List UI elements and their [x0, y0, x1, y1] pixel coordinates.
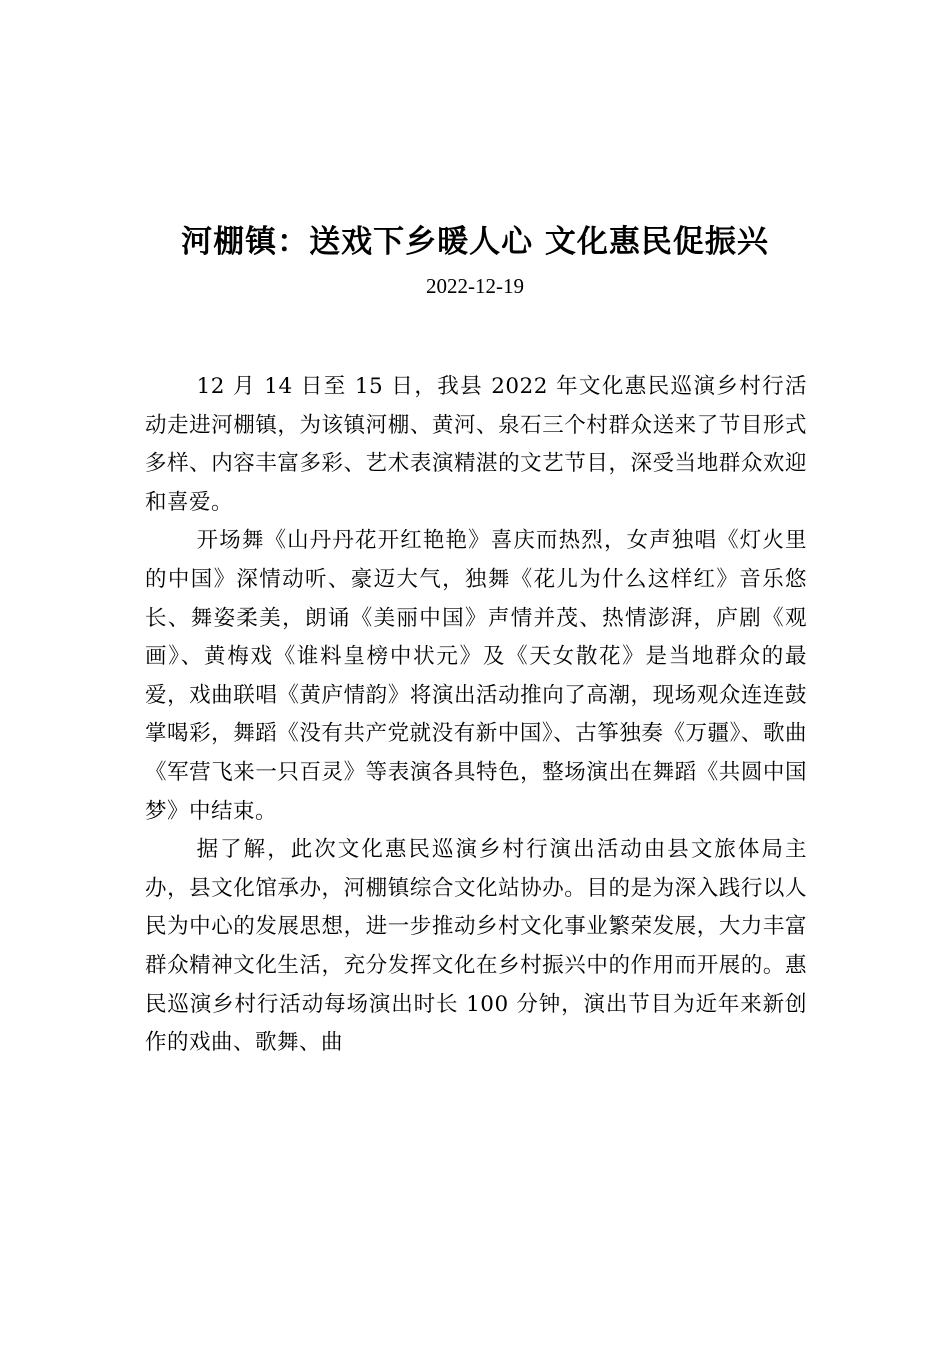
article-paragraph: 12 月 14 日至 15 日，我县 2022 年文化惠民巡演乡村行活动走进河棚镇，为该镇河棚、黄河、泉石三个村群众送来了节目形式多样、内容丰富多彩、艺术表演精湛的文艺节目，深受当地群众欢迎和喜爱。 — [145, 374, 807, 515]
article-body — [145, 368, 807, 1063]
article-date: 2022-12-19 — [426, 274, 524, 298]
article-paragraph: 据了解，此次文化惠民巡演乡村行演出活动由县文旅体局主办，县文化馆承办，河棚镇综合文化站协办。目的是为深入践行以人民为中心的发展思想，进一步推动乡村文化事业繁荣发展，大力丰富群众精神文化生活，充分发挥文化在乡村振兴中的作用而开展的。惠民巡演乡村行活动每场演出时长 100 分钟，演出节目为近年来新创作的戏曲、歌舞、曲 — [145, 837, 807, 1056]
article-paragraph: 开场舞《山丹丹花开红艳艳》喜庆而热烈，女声独唱《灯火里的中国》深情动听、豪迈大气，独舞《花儿为什么这样红》音乐悠长、舞姿柔美，朗诵《美丽中国》声情并茂、热情澎湃，庐剧《观画》、黄梅戏《谁料皇榜中状元》及《天女散花》是当地群众的最爱，戏曲联唱《黄庐情韵》将演出活动推向了高潮，现场观众连连鼓掌喝彩，舞蹈《没有共产党就没有新中国》、古筝独奏《万疆》、歌曲《军营飞来一只百灵》等表演各具特色，整场演出在舞蹈《共圆中国梦》中结束。 — [145, 528, 807, 824]
article-title: 河棚镇：送戏下乡暖人心 文化惠民促振兴 — [181, 224, 769, 260]
